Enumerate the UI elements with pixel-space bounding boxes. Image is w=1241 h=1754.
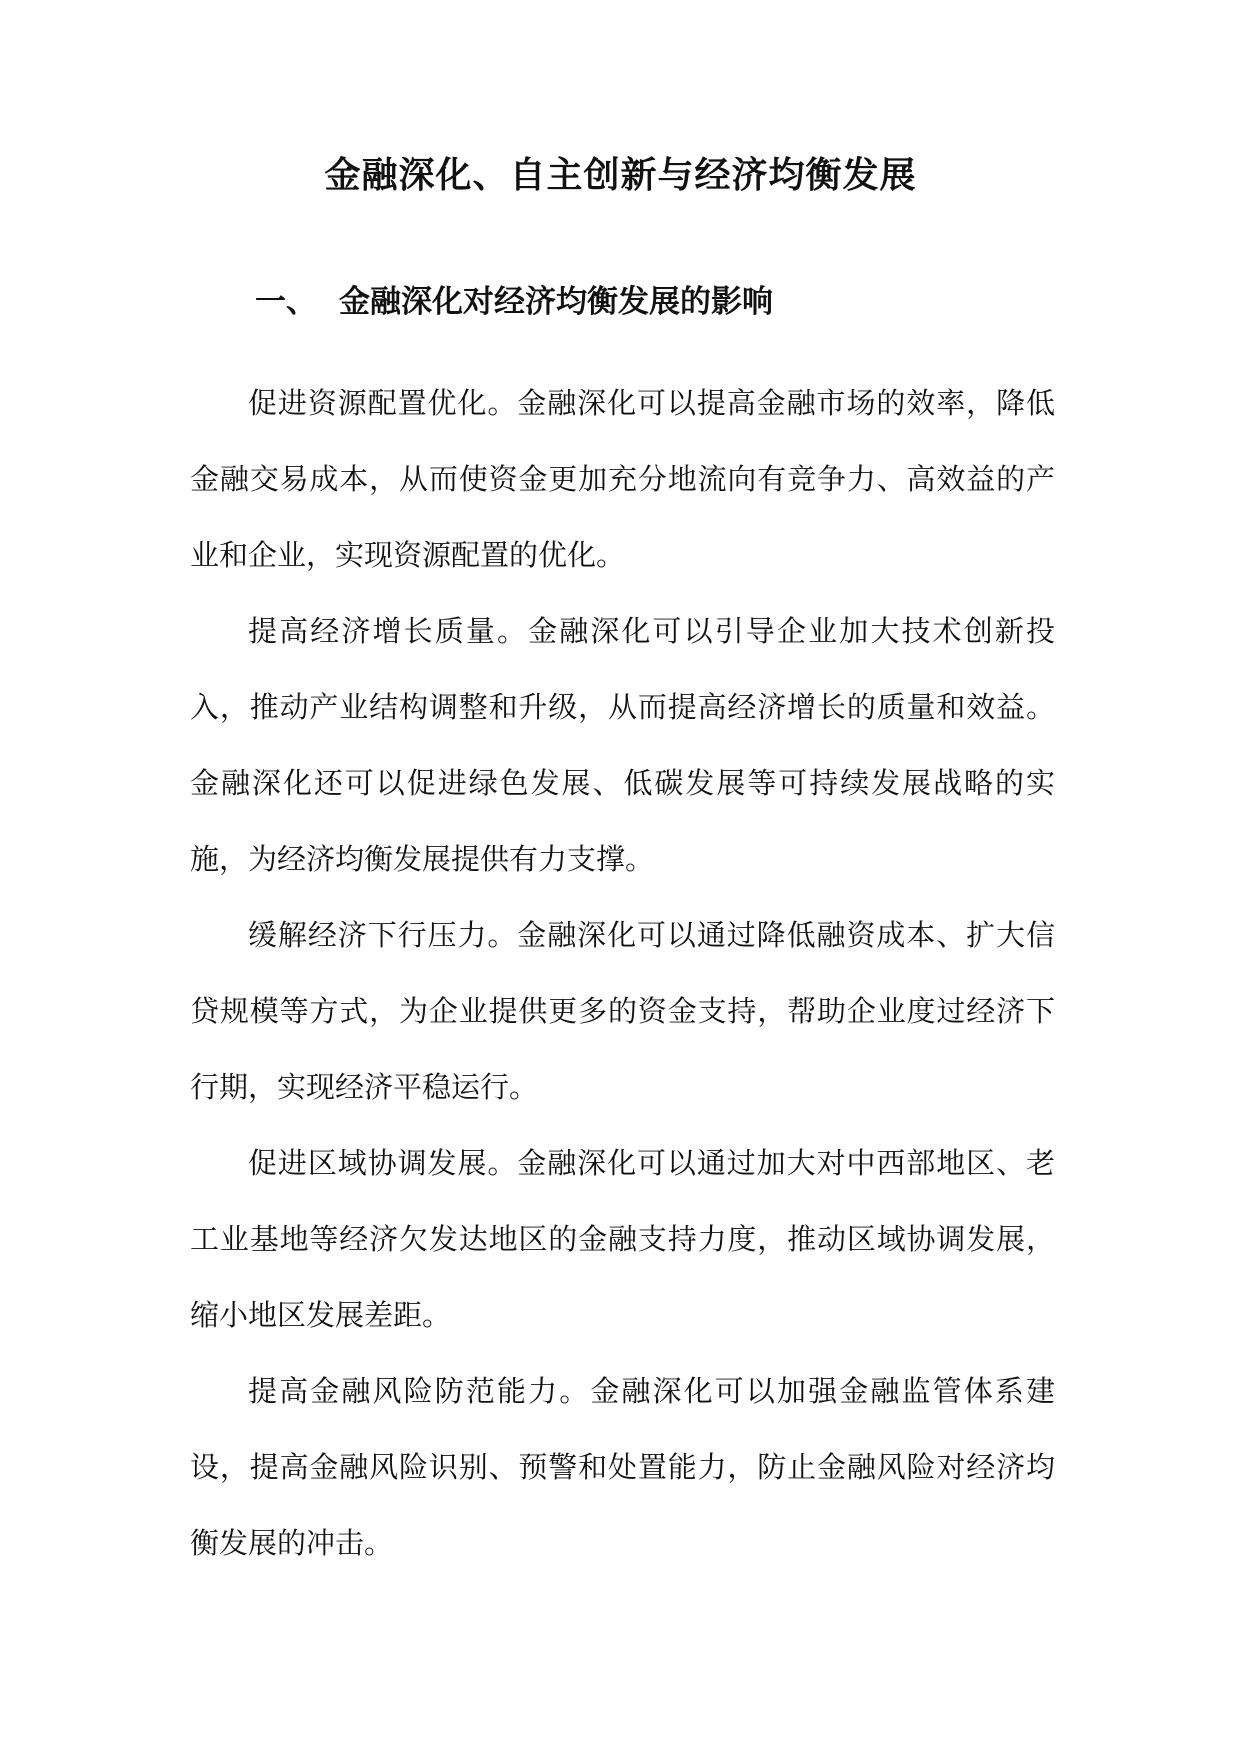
paragraph: 提高金融风险防范能力。金融深化可以加强金融监管体系建设，提高金融风险识别、预警和处置能力，防止金融风险对经济均衡发展的冲击。 — [190, 1374, 1055, 1560]
section-heading — [255, 278, 773, 326]
paragraph: 促进区域协调发展。金融深化可以通过加大对中西部地区、老工业基地等经济欠发达地区的金融支持力度，推动区域协调发展，缩小地区发展差距。 — [190, 1146, 1055, 1332]
paragraph: 促进资源配置优化。金融深化可以提高金融市场的效率，降低金融交易成本，从而使资金更加充分地流向有竞争力、高效益的产业和企业，实现资源配置的优化。 — [190, 386, 1055, 572]
section-number: 一、 — [255, 284, 317, 320]
body-text — [190, 365, 1055, 1581]
paragraph: 缓解经济下行压力。金融深化可以通过降低融资成本、扩大信贷规模等方式，为企业提供更多的资金支持，帮助企业度过经济下行期，实现经济平稳运行。 — [190, 918, 1055, 1104]
document-title: 金融深化、自主创新与经济均衡发展 — [324, 155, 917, 196]
section-heading-text: 金融深化对经济均衡发展的影响 — [339, 284, 773, 320]
paragraph: 提高经济增长质量。金融深化可以引导企业加大技术创新投入，推动产业结构调整和升级，从而提高经济增长的质量和效益。金融深化还可以促进绿色发展、低碳发展等可持续发展战略的实施，为经济均衡发展提供有力支撑。 — [190, 614, 1055, 876]
